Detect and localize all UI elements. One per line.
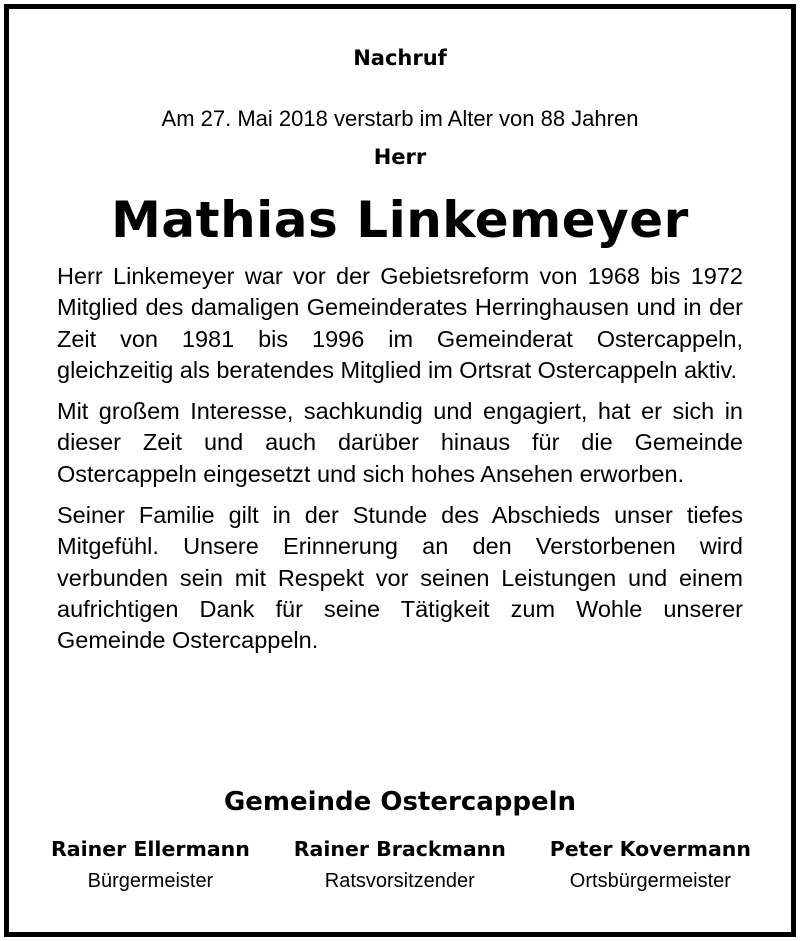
paragraph: Mit großem Interesse, sachkundig und engagiert, hat er sich in dieser Zeit und auch darüber hinaus für die Gemeinde Ostercappeln eingesetzt und sich hohes Ansehen erworben. <box>57 398 743 487</box>
signer <box>51 835 250 895</box>
organization-name: Gemeinde Ostercappeln <box>223 787 577 817</box>
signer-role: Ratsvorsitzender <box>324 870 475 892</box>
death-announcement: Am 27. Mai 2018 verstarb im Alter von 88 Jahren <box>161 106 639 131</box>
notice-label: Nachruf <box>353 46 447 70</box>
salutation: Herr <box>373 145 427 169</box>
signer-name: Peter Kovermann <box>549 837 751 861</box>
signer-name: Rainer Ellermann <box>51 837 250 861</box>
obituary-body <box>57 261 743 667</box>
signer-role: Bürgermeister <box>87 870 214 892</box>
obituary-notice <box>9 9 791 932</box>
signer-name: Rainer Brackmann <box>293 837 506 861</box>
signer-role: Ortsbürgermeister <box>569 870 731 892</box>
signer <box>550 835 751 895</box>
paragraph: Herr Linkemeyer war vor der Gebietsreform von 1968 bis 1972 Mitglied des damaligen Gemeinderates Herringhausen und in der Zeit von 1981 bis 1996 im Gemeinderat Ostercappeln, gleichzeitig als beratendes Mitglied im Ortsrat Ostercappeln aktiv. <box>57 263 743 383</box>
signer <box>294 835 506 895</box>
signers-row <box>51 835 751 895</box>
deceased-name: Mathias Linkemeyer <box>111 191 689 249</box>
paragraph: Seiner Familie gilt in der Stunde des Abschieds unser tiefes Mitgefühl. Unsere Erinnerung an den Verstorbenen wird verbunden sein mit Respekt vor seinen Leistungen und einem aufrichtigen Dank für seine Tätigkeit zum Wohle unserer Gemeinde Ostercappeln. <box>57 502 743 654</box>
